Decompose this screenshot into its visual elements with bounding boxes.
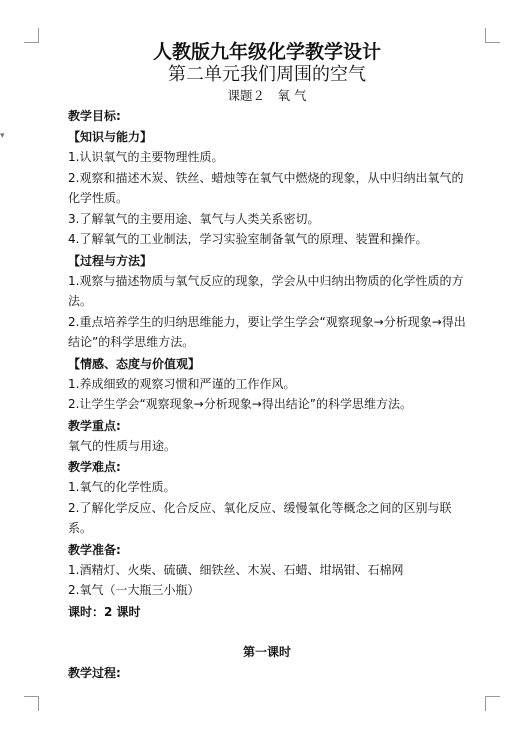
key-points-heading: 教学重点: <box>68 418 121 433</box>
key-points-text: 氧气的性质与用途。 <box>68 438 177 453</box>
period-heading: 第一课时 <box>242 644 291 659</box>
knowledge-item: 3.了解氧气的主要用途、氧气与人类关系密切。 <box>68 211 320 226</box>
preparation-item: 1.酒精灯、火柴、硫磺、细铁丝、木炭、石蜡、坩埚钳、石棉网 <box>68 562 404 577</box>
crop-mark-bottom-right <box>485 696 500 711</box>
teaching-process-label: 教学过程: <box>68 665 121 680</box>
preparation-item: 2.氧气（一大瓶三小瓶） <box>68 583 200 597</box>
process-item: 1.观察与描述物质与氧气反应的现象，学会从中归纳出物质的化学性质的方法。 <box>68 273 464 308</box>
difficulty-heading: 教学难点: <box>68 460 121 474</box>
difficulty-item: 1.氧气的化学性质。 <box>68 480 176 494</box>
crop-mark-top-left <box>24 28 39 43</box>
emotion-item: 2.让学生学会“观察现象→分析现象→得出结论”的科学思维方法。 <box>68 397 412 411</box>
knowledge-item: 1.认识氧气的主要物理性质。 <box>68 150 224 164</box>
knowledge-heading: 【知识与能力】 <box>68 130 153 144</box>
lesson-heading: 课题２ 氧 气 <box>227 88 307 103</box>
emotion-item: 1.养成细致的观察习惯和严谨的工作作风。 <box>68 376 296 391</box>
collapse-arrow-icon[interactable]: ▾ <box>0 131 5 141</box>
preparation-heading: 教学准备: <box>68 542 121 557</box>
knowledge-item: 4.了解氧气的工业制法，学习实验室制备氧气的原理、装置和操作。 <box>68 232 428 246</box>
difficulty-item: 2.了解化学反应、化合反应、氧化反应、缓慢氧化等概念之间的区别与联系。 <box>68 500 452 535</box>
document-page <box>68 40 466 683</box>
emotion-heading: 【情感、态度与价值观】 <box>68 356 201 371</box>
crop-mark-top-right <box>485 28 500 43</box>
document-subtitle: 第二单元我们周围的空气 <box>168 64 366 85</box>
goals-heading: 教学目标: <box>68 109 121 123</box>
document-title: 人教版九年级化学教学设计 <box>152 41 381 63</box>
knowledge-item: 2.观察和描述木炭、铁丝、蜡烛等在氧气中燃烧的现象，从中归纳出氧气的化学性质。 <box>68 170 464 205</box>
process-heading: 【过程与方法】 <box>68 253 153 268</box>
class-hours: 课时：2 课时 <box>68 604 141 619</box>
process-item: 2.重点培养学生的归纳思维能力，要让学生学会“观察现象→分析现象→得出结论”的科学思维方法。 <box>68 314 466 349</box>
crop-mark-bottom-left <box>24 696 39 711</box>
